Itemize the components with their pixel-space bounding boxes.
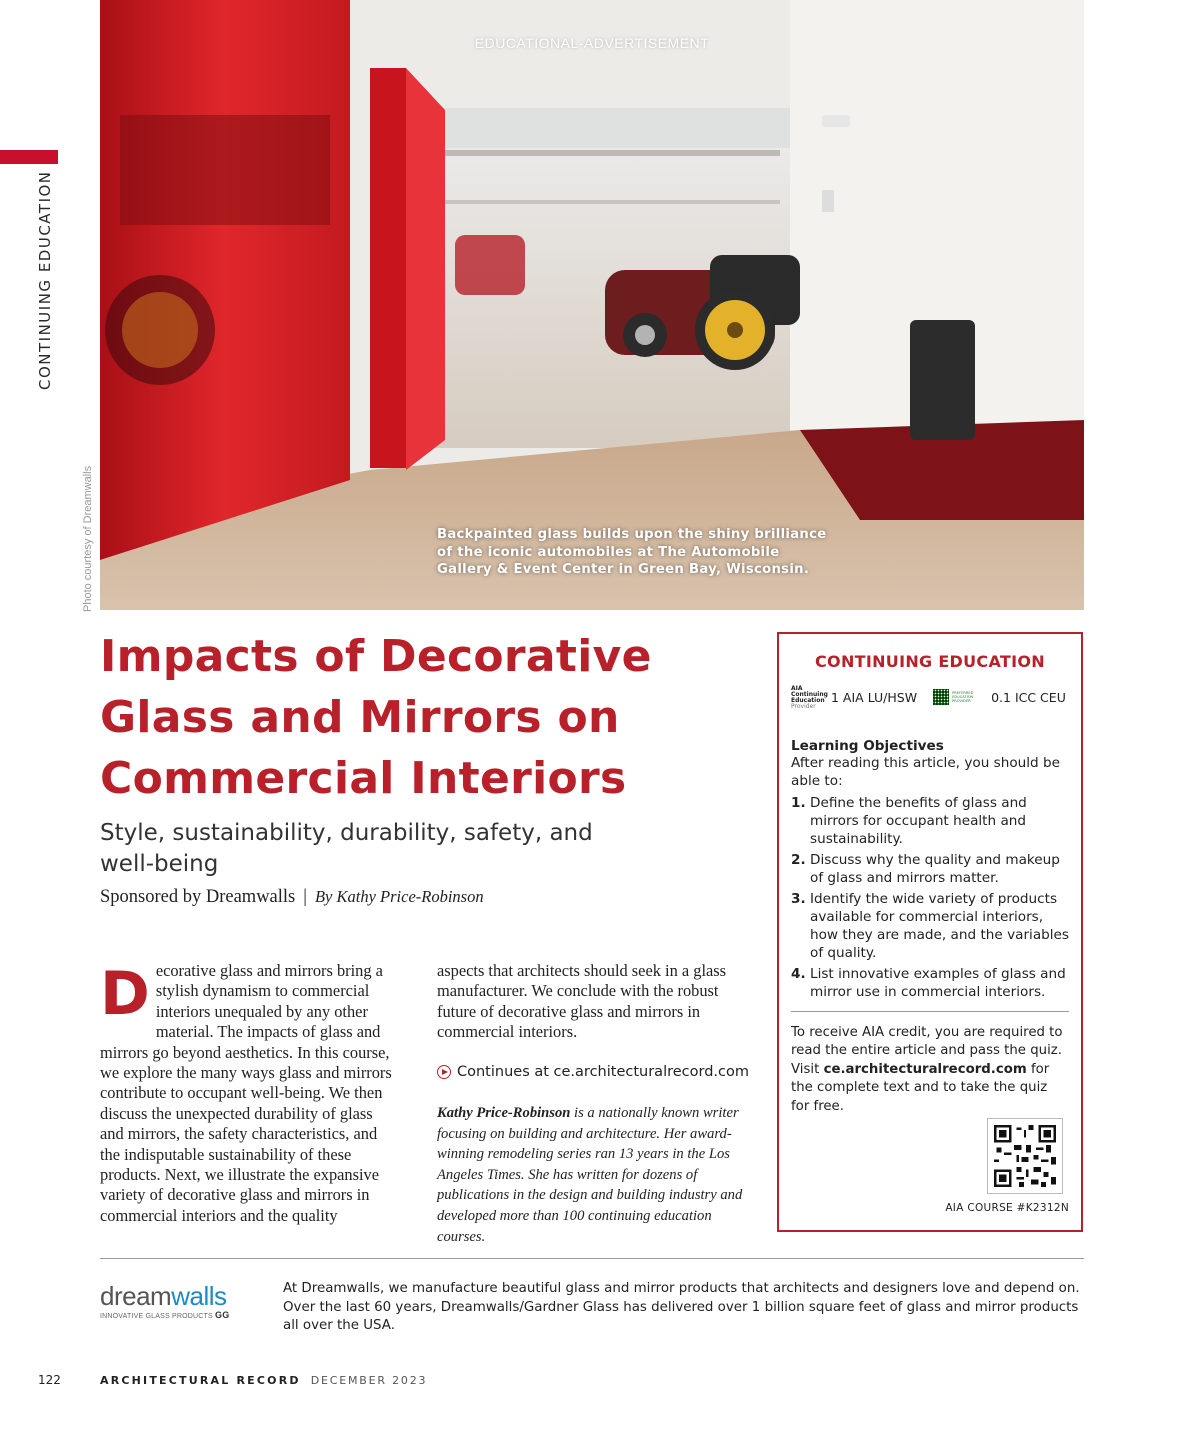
footer-divider (100, 1258, 1084, 1259)
objective-item: 3. Identify the wide variety of products available for commercial interiors, how they are made, and the variables of quality. (791, 891, 1070, 961)
article-subtitle: Style, sustainability, durability, safety, and well-being (100, 820, 593, 877)
byline-separator: | (303, 887, 307, 907)
ce-box-heading: CONTINUING EDUCATION (815, 652, 1045, 671)
icc-provider-logo-icon: PREFERRED EDUCATION PROVIDER (933, 688, 979, 706)
continues-link[interactable] (437, 1064, 749, 1080)
sponsor-line: Sponsored by Dreamwalls (100, 887, 296, 907)
objective-item: 4. List innovative examples of glass and mirror use in commercial interiors. (791, 966, 1066, 1000)
dreamwalls-logo: dreamwalls INNOVATIVE GLASS PRODUCTS GG (100, 1281, 230, 1320)
aia-credit: 1 AIA LU/HSW (831, 689, 918, 705)
ce-divider (791, 1011, 1069, 1012)
byline (100, 887, 484, 908)
body-text-1: ecorative glass and mirrors bring a stylish dynamism to commercial interiors unequaled by any other material. The impacts of glass and mirrors go beyond aesthetics. In this course, we explore the many ways glass and mirrors contribute to occupant well-being. We then discuss the unexpected durability of glass and mirrors, the safety characteristics, and the indisputable sustainability of these products. Next, we illustrate the expansive variety of decorative glass and mirrors in commercial interiors and the quality (100, 961, 392, 1225)
qr-code-icon[interactable] (987, 1118, 1063, 1194)
learning-objectives-list (791, 794, 1069, 1001)
bio-name: Kathy Price-Robinson (437, 1105, 571, 1121)
issue-date: DECEMBER 2023 (310, 1374, 428, 1387)
continuing-education-box (777, 632, 1083, 1232)
magazine-name: ARCHITECTURAL RECORD (100, 1374, 301, 1387)
learning-objectives-heading: Learning Objectives (791, 738, 944, 754)
body-column-1 (100, 961, 400, 1226)
hero-photo (100, 0, 1084, 610)
continues-text[interactable]: Continues at ce.architecturalrecord.com (457, 1064, 749, 1080)
gallery-interior-illustration (100, 0, 1084, 610)
icc-credit: 0.1 ICC CEU (991, 689, 1066, 705)
section-label: CONTINUING EDUCATION (36, 170, 54, 390)
learning-objectives-intro: After reading this article, you should be able to: (791, 755, 1060, 789)
sponsor-description: At Dreamwalls, we manufacture beautiful glass and mirror products that architects and designers love and depend on. Over the last 60 years, Dreamwalls/Gardner Glass has delivered over 1 billion square feet of glass and mirror products all over the USA. (283, 1281, 1080, 1334)
credit-instructions: To receive AIA credit, you are required to read the entire article and pass the quiz. Visit ce.architecturalrecord.com for the complete text and to take the quiz for free. (791, 1025, 1063, 1114)
aia-provider-logo-icon: AIA Continuing Education Provider (791, 685, 828, 710)
body-text-2: aspects that architects should seek in a glass manufacturer. We conclude with the robust future of decorative glass and mirrors in commercial interiors. (437, 961, 727, 1042)
photo-credit: Photo courtesy of Dreamwalls (82, 465, 94, 612)
play-arrow-icon (437, 1065, 451, 1079)
objective-item: 1. Define the benefits of glass and mirrors for occupant health and sustainability. (791, 795, 1027, 847)
page-number: 122 (38, 1373, 61, 1387)
article-title: Impacts of Decorative Glass and Mirrors on Commercial Interiors (100, 631, 652, 804)
ce-url-link[interactable]: ce.architecturalrecord.com (823, 1061, 1027, 1077)
credits-row (791, 686, 1069, 708)
bio-text: is a nationally known writer focusing on building and architecture. Her award-winning remodeling series ran 13 years in the Los Angeles Times. She has written for dozens of publications in the design and building industry and developed more than 100 continuing education courses. (437, 1105, 743, 1245)
objective-item: 2. Discuss why the quality and makeup of glass and mirrors matter. (791, 852, 1060, 886)
aia-course-number: AIA COURSE #K2312N (945, 1202, 1069, 1214)
educational-advertisement-label: EDUCATIONAL-ADVERTISEMENT (474, 35, 710, 51)
author-bio (437, 1103, 759, 1247)
author-line: By Kathy Price-Robinson (314, 887, 484, 906)
photo-caption: Backpainted glass builds upon the shiny brilliance of the iconic automobiles at The Automobile Gallery & Event Center in Green Bay, Wisconsin. (437, 527, 827, 577)
body-column-2 (437, 961, 747, 1043)
magazine-footer (100, 1374, 427, 1387)
drop-cap: D (100, 959, 150, 1029)
